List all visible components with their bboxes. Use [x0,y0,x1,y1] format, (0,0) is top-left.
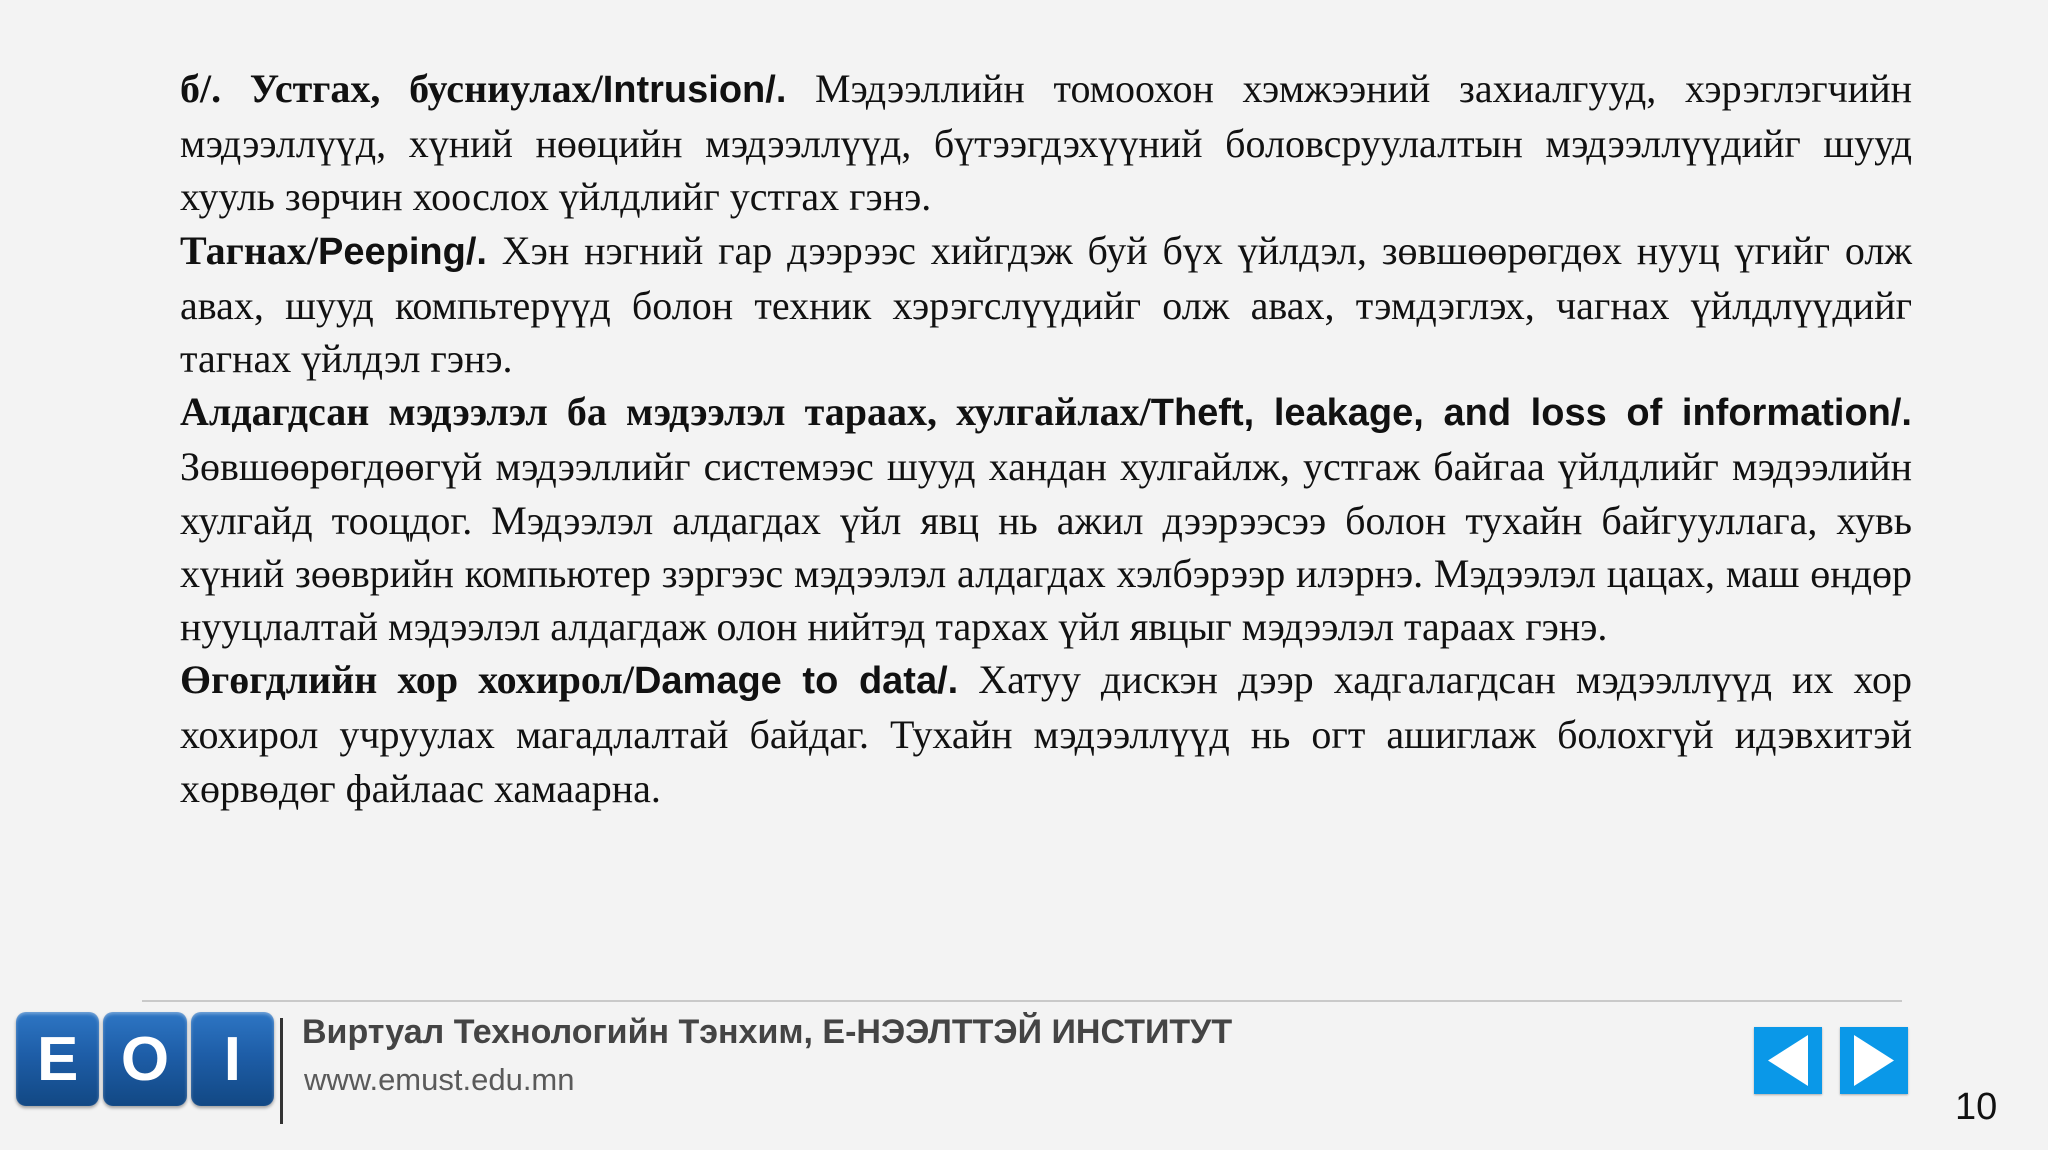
logo-tile: O [103,1012,186,1106]
paragraph-body: Хэн нэгний гар дээрээс хийгдэж буй бүх үйлдэл, зөвшөөрөгдөх нууц үгийг олж авах, шууд компьтерүүд болон техник хэрэгслүүдийг олж авах, тэмдэглэх, чагнах үйлдлүүдийг тагнах үйлдэл гэнэ. [180,227,1912,382]
previous-slide-button[interactable] [1754,1027,1822,1094]
paragraph-heading: Өгөгдлийн хор хохирол/ [180,657,634,703]
institute-url[interactable]: www.emust.edu.mn [304,1062,575,1097]
logo-tile: I [191,1012,274,1106]
paragraph-heading: Алдагдсан мэдээлэл ба мэдээлэл тараах, хулгайлах/ [180,389,1151,435]
footer-separator [280,1018,283,1124]
paragraph-damage [180,653,1912,815]
paragraph-intrusion [180,62,1912,224]
paragraph-body: Мэдээллийн томоохон хэмжээний захиалгууд, хэрэглэгчийн мэдээллүүд, хүний нөөцийн мэдээллүүд, бүтээгдэхүүний боловсруулалтын мэдээллүүдийг шууд хууль зөрчин хоослох үйлдлийг устгах гэнэ. [180,66,1912,220]
page-number: 10 [1955,1086,1998,1128]
paragraph-body: Хатуу дискэн дээр хадгалагдсан мэдээллүүд их хор хохирол учруулах магадлалтай байдаг. Тухайн мэдээллүүд нь огт ашиглаж болохгүй идэвхитэй хөрвөдөг файлаас хамаарна. [180,657,1912,811]
paragraph-heading: б/. Устгах, бусниулах/ [180,66,603,111]
slide-content [180,62,1912,815]
paragraph-theft [180,385,1912,653]
triangle-right-icon [1840,1027,1908,1094]
eoi-logo [16,1012,274,1106]
triangle-left-icon [1754,1027,1822,1094]
paragraph-heading-term: Intrusion/. [602,69,787,111]
paragraph-peeping [180,224,1912,386]
institute-name: Виртуал Технологийн Тэнхим, Е-НЭЭЛТТЭЙ ИНСТИТУТ [302,1013,1233,1051]
logo-tile: E [16,1012,99,1106]
paragraph-heading-term: Theft, leakage, and loss of information/. [1150,392,1912,435]
paragraph-heading-term: Peeping/. [318,230,487,273]
footer-divider [142,1000,1902,1002]
next-slide-button[interactable] [1840,1027,1908,1094]
paragraph-heading-term: Damage to data/. [633,660,959,703]
paragraph-body: Зөвшөөрөгдөөгүй мэдээллийг системээс шууд хандан хулгайлж, устгаж байгаа үйлдлийг мэдээлийн хулгайд тооцдог. Мэдээлэл алдагдах үйл явц нь ажил дээрээсээ болон тухайн байгууллага, хувь хүний зөөврийн компьютер зэргээс мэдээлэл алдагдах хэлбэрээр илэрнэ. Мэдээлэл цацах, маш өндөр нууцлалтай мэдээлэл алдагдаж олон нийтэд тархах үйл явцыг мэдээлэл тараах гэнэ. [180,444,1912,650]
paragraph-heading: Тагнах/ [180,227,319,273]
